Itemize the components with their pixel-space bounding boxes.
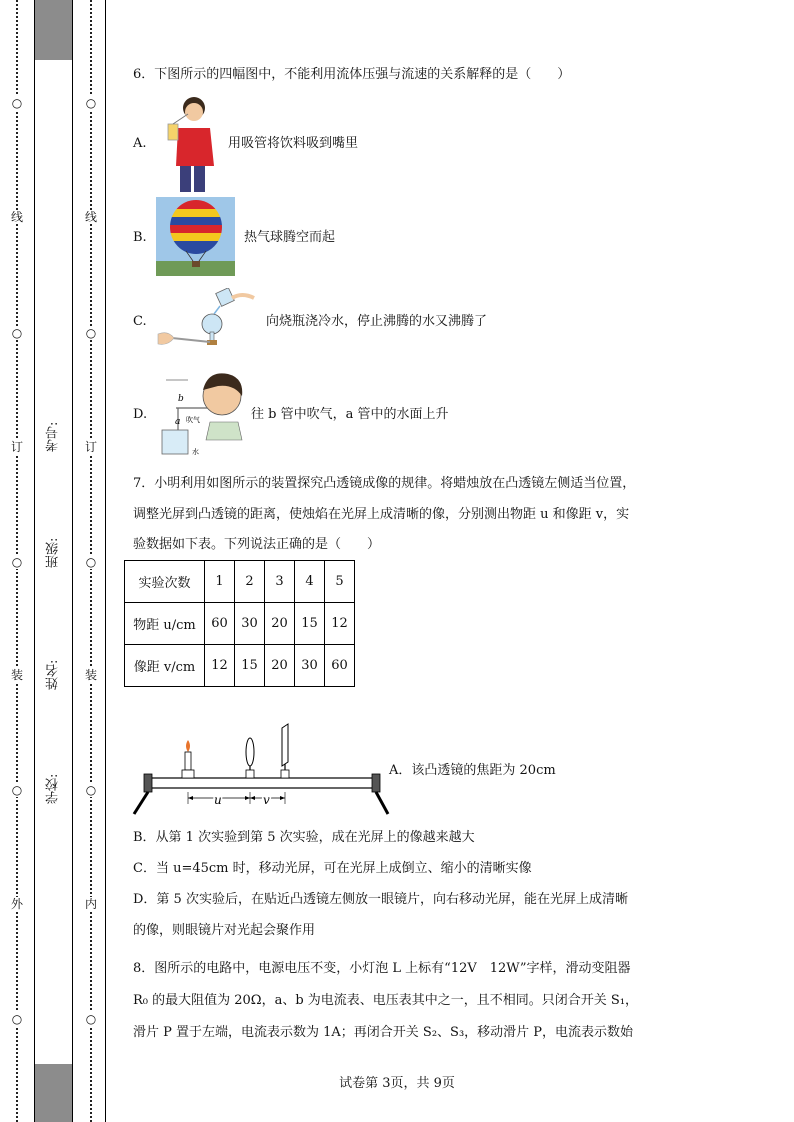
binding-label-outer: 外 <box>11 897 24 911</box>
table-cell: 30 <box>295 645 325 687</box>
tube-label-a: a <box>175 417 181 427</box>
table-cell: 15 <box>295 603 325 645</box>
hot-air-balloon-icon <box>156 197 235 276</box>
q8-line-2: R₀ 的最大阻值为 20Ω，a、b 为电流表、电压表其中之一，且不相同。只闭合开关 S₁， <box>133 993 639 1008</box>
q8-line-3: 滑片 P 置于左端，电流表示数为 1A；再闭合开关 S₂、S₃，移动滑片 P，电流表示数始 <box>133 1025 634 1040</box>
table-cell: 3 <box>265 561 295 603</box>
strip-border-left <box>34 0 35 1122</box>
circle-mark: ○ <box>85 1012 97 1026</box>
table-row-label: 物距 u/cm <box>125 603 205 645</box>
page-footer: 试卷第 3页，共 9页 <box>339 1076 455 1091</box>
strip-border-right <box>72 0 73 1122</box>
binding-label-order: 订 <box>85 440 98 454</box>
tube-label-b: b <box>178 394 184 404</box>
circle-mark: ○ <box>11 555 23 569</box>
table-row <box>125 561 355 603</box>
binding-label-inner: 内 <box>85 897 98 911</box>
content-border <box>105 0 106 1122</box>
name-field: 姓名: <box>46 659 61 691</box>
circle-mark: ○ <box>11 96 23 110</box>
optical-bench-diagram <box>130 722 392 818</box>
flask-cold-water-icon <box>156 288 256 350</box>
table-cell: 30 <box>235 603 265 645</box>
binding-label-bind: 装 <box>11 668 24 682</box>
boy-blowing-tube-icon <box>158 366 244 458</box>
experiment-data-table <box>124 560 355 687</box>
q6-option-b-text: 热气球腾空而起 <box>244 230 336 245</box>
binding-label-bind: 装 <box>85 668 98 682</box>
table-cell: 4 <box>295 561 325 603</box>
outer-dotted-line <box>11 0 23 1122</box>
circle-mark: ○ <box>11 1012 23 1026</box>
image-distance-label: v <box>263 793 270 807</box>
table-cell: 20 <box>265 603 295 645</box>
binding-label-order: 订 <box>11 440 24 454</box>
school-field: 学校: <box>46 773 61 805</box>
circle-mark: ○ <box>11 783 23 797</box>
table-cell: 60 <box>205 603 235 645</box>
convex-lens-icon <box>246 738 254 766</box>
q7-option-c: C．当 u=45cm 时，移动光屏，可在光屏上成倒立、缩小的清晰实像 <box>133 861 532 876</box>
table-cell: 12 <box>325 603 355 645</box>
table-row-label: 像距 v/cm <box>125 645 205 687</box>
q6-option-d-text: 往 b 管中吹气，a 管中的水面上升 <box>251 407 449 422</box>
q7-option-b: B．从第 1 次实验到第 5 次实验，成在光屏上的像越来越大 <box>133 830 475 845</box>
q7-stem-line-3: 验数据如下表。下列说法正确的是（ ） <box>133 537 381 552</box>
q8-line-1: 8．图所示的电路中，电源电压不变，小灯泡 L 上标有“12V 12W”字样，滑动变阻器 <box>133 961 631 976</box>
table-cell: 5 <box>325 561 355 603</box>
q6-option-b-letter: B. <box>133 230 147 245</box>
q6-option-d-letter: D. <box>133 407 148 422</box>
boy-drinking-straw-icon <box>164 94 220 194</box>
circle-mark: ○ <box>11 326 23 340</box>
binding-label-line: 线 <box>85 210 98 224</box>
table-cell: 60 <box>325 645 355 687</box>
table-cell: 2 <box>235 561 265 603</box>
q7-stem-line-2: 调整光屏到凸透镜的距离，使烛焰在光屏上成清晰的像，分别测出物距 u 和像距 v，实 <box>133 507 630 522</box>
class-field: 班级: <box>46 537 61 569</box>
circle-mark: ○ <box>85 783 97 797</box>
q7-option-d-line-2: 的像，则眼镜片对光起会聚作用 <box>133 923 316 938</box>
q6-stem: 6．下图所示的四幅图中，不能利用流体压强与流速的关系解释的是（ ） <box>133 67 571 82</box>
circle-mark: ○ <box>85 326 97 340</box>
q7-stem-line-1: 7．小明利用如图所示的装置探究凸透镜成像的规律。将蜡烛放在凸透镜左侧适当位置， <box>133 476 636 491</box>
binding-label-line: 线 <box>11 210 24 224</box>
inner-dotted-line <box>85 0 97 1122</box>
table-row <box>125 645 355 687</box>
q7-option-d-line-1: D．第 5 次实验后，在贴近凸透镜左侧放一眼镜片，向右移动光屏，能在光屏上成清晰 <box>133 892 628 907</box>
q6-option-c-letter: C. <box>133 314 147 329</box>
blow-label: 吹气 <box>186 416 200 424</box>
object-distance-label: u <box>214 793 222 807</box>
table-cell: 1 <box>205 561 235 603</box>
q6-option-c-text: 向烧瓶浇冷水，停止沸腾的水又沸腾了 <box>266 314 488 329</box>
exam-number-field: 考号: <box>46 421 61 453</box>
water-label: 水 <box>192 448 199 456</box>
circle-mark: ○ <box>85 96 97 110</box>
candle-flame-icon <box>186 740 190 752</box>
q6-option-a-text: 用吸管将饮料吸到嘴里 <box>228 136 359 151</box>
table-cell: 12 <box>205 645 235 687</box>
candle-icon <box>185 752 191 770</box>
table-header-cell: 实验次数 <box>125 561 205 603</box>
table-row <box>125 603 355 645</box>
q7-option-a: A．该凸透镜的焦距为 20cm <box>389 763 556 778</box>
q6-option-a-letter: A. <box>133 136 147 151</box>
gray-bar-top <box>35 0 72 60</box>
light-screen-icon <box>282 724 288 766</box>
table-cell: 20 <box>265 645 295 687</box>
circle-mark: ○ <box>85 555 97 569</box>
table-cell: 15 <box>235 645 265 687</box>
